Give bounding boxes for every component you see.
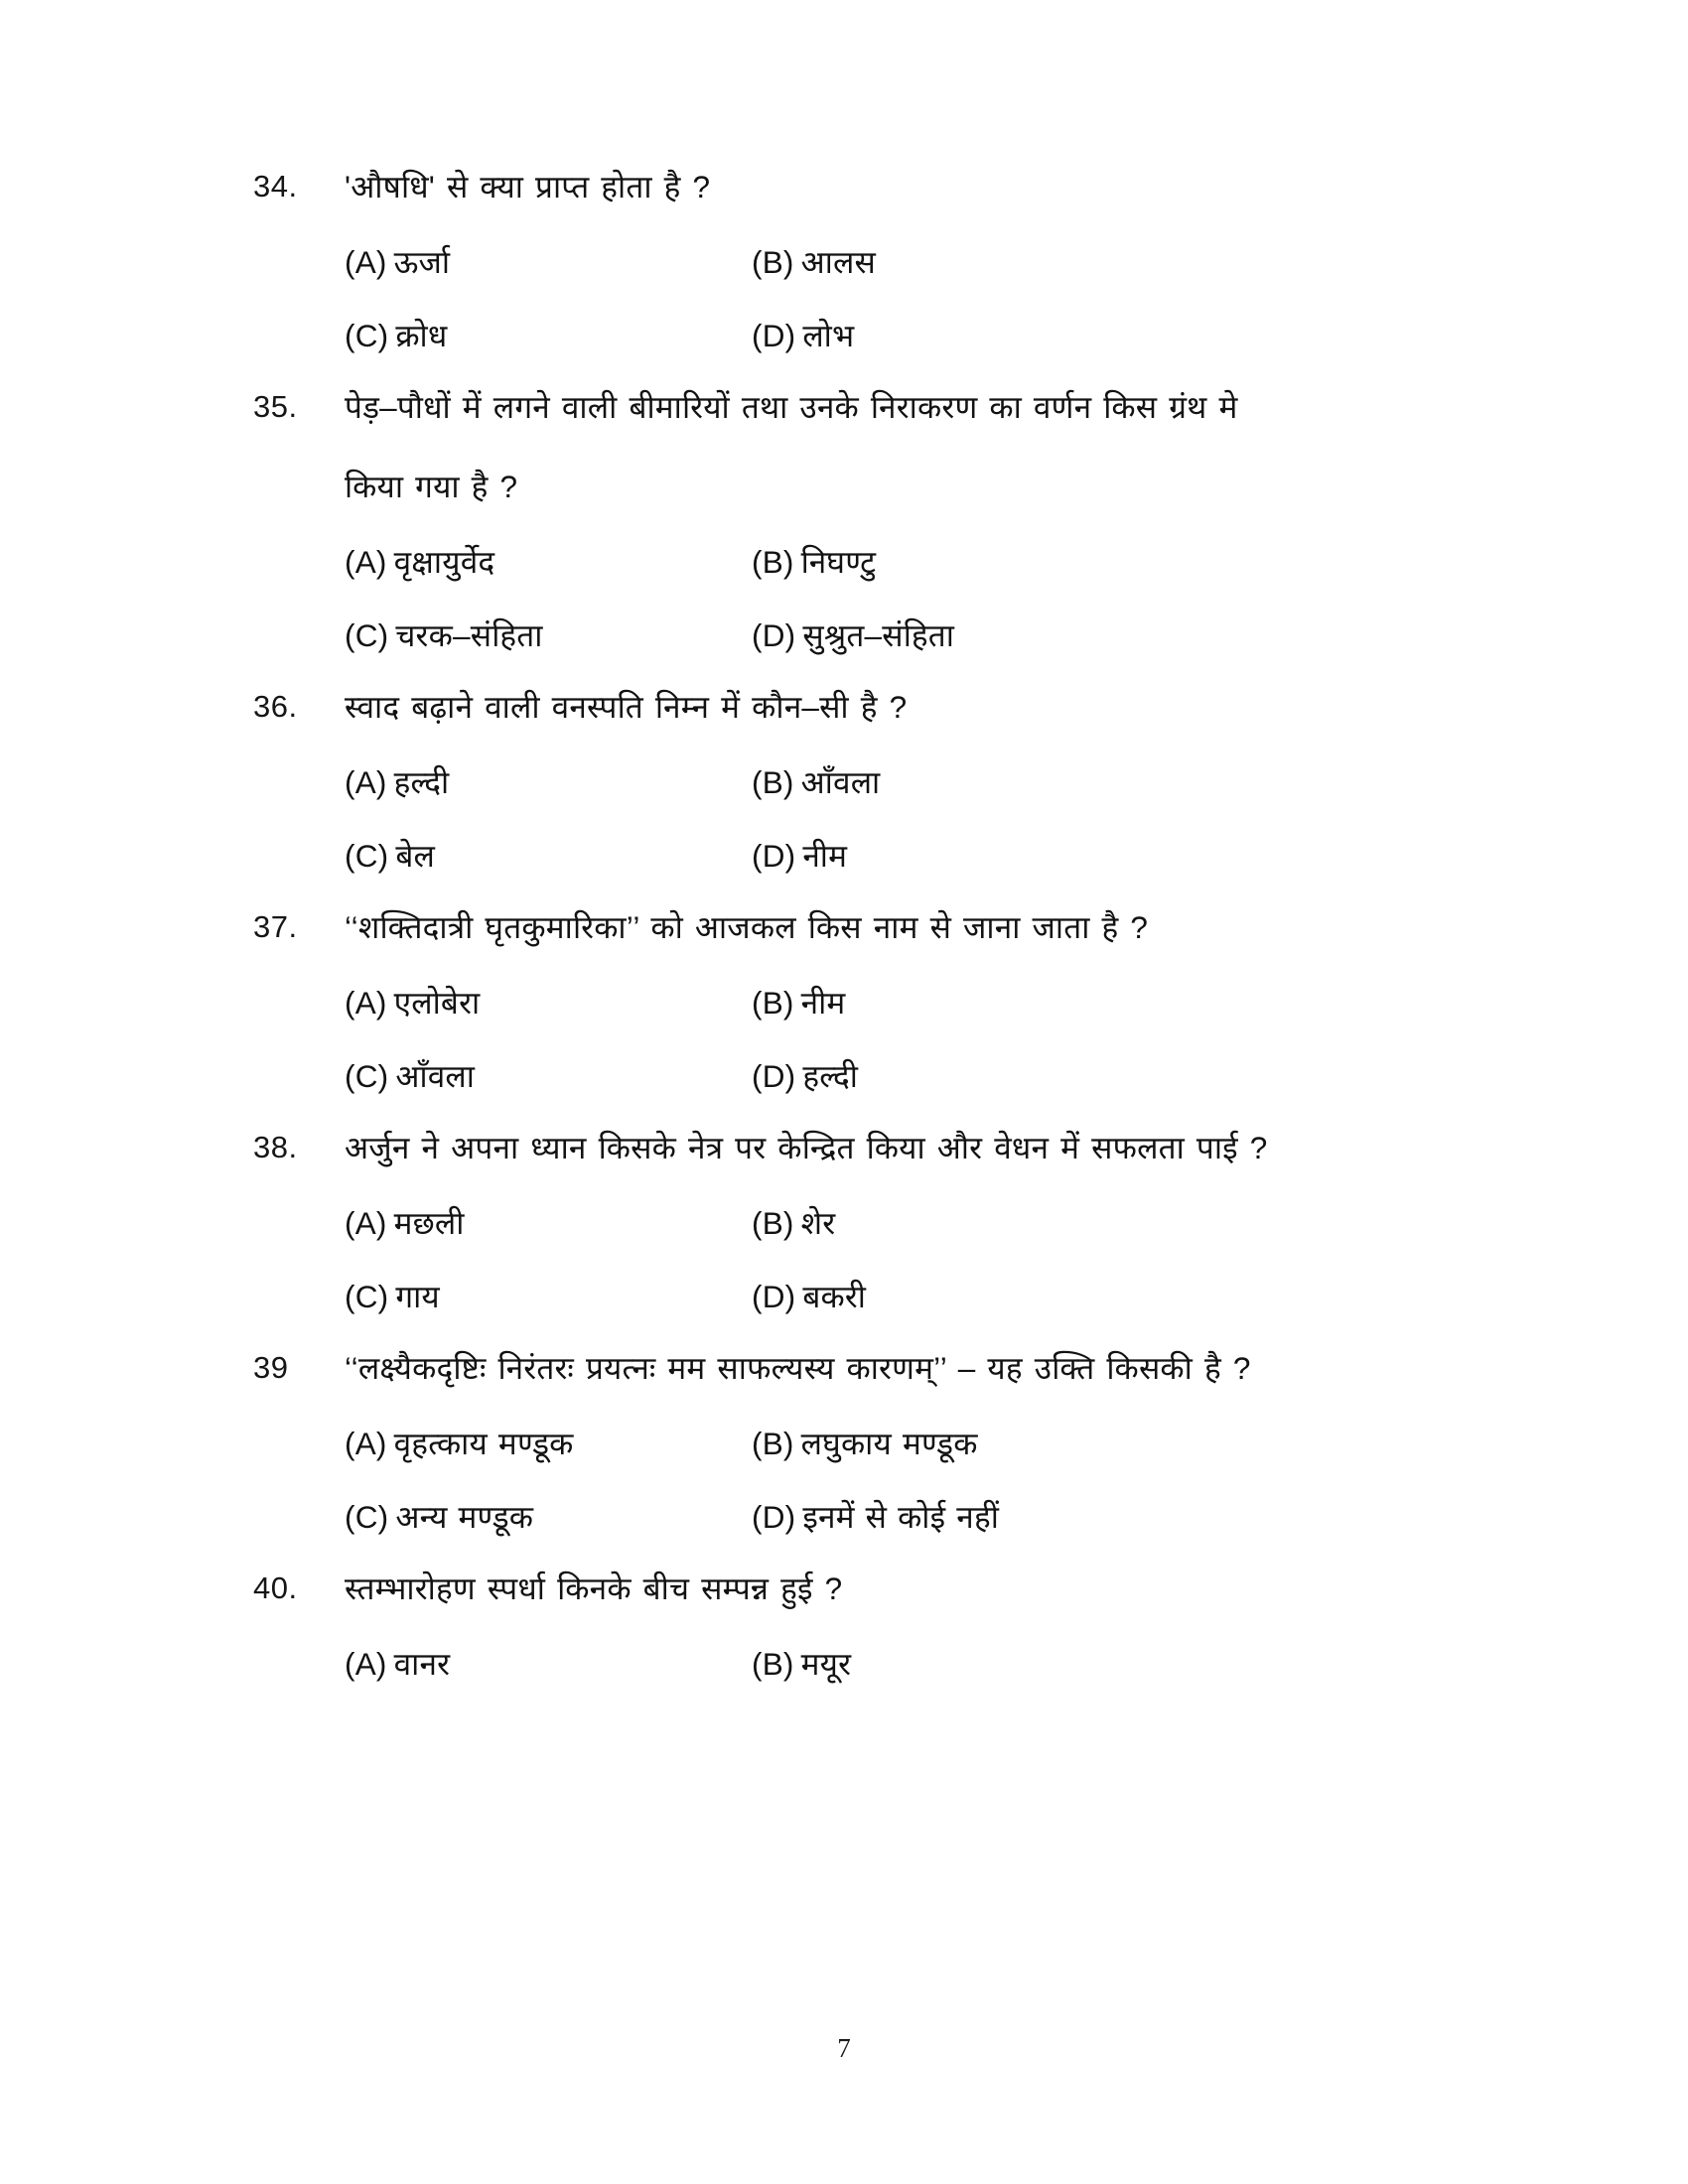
option-d-label: (D)	[752, 617, 796, 653]
option-b[interactable]	[752, 1197, 1484, 1249]
block-spacer	[253, 1543, 1484, 1561]
option-a[interactable]	[345, 1418, 752, 1469]
option-d-text: इनमें से कोई नहीं	[802, 1499, 1000, 1535]
option-b-label: (B)	[752, 544, 794, 580]
option-a-text: हल्दी	[393, 764, 450, 800]
question-item	[253, 379, 1484, 661]
question-text: स्तम्भारोहण स्पर्धा किनके बीच सम्पन्न हुई ?	[345, 1570, 843, 1606]
option-a-text: एलोबेरा	[393, 985, 481, 1021]
option-row	[253, 236, 1484, 288]
question-number: 36.	[253, 689, 298, 724]
option-c[interactable]	[345, 830, 752, 882]
question-text	[345, 379, 1484, 514]
question-number: 37.	[253, 909, 298, 944]
option-row	[253, 1638, 1484, 1690]
option-b[interactable]	[752, 756, 1484, 808]
option-a-text: मछली	[393, 1205, 465, 1241]
option-a-label: (A)	[345, 1646, 387, 1682]
option-b-label: (B)	[752, 244, 794, 280]
question-item	[253, 1340, 1484, 1543]
question-number: 40.	[253, 1570, 298, 1605]
question-text: ‘‘लक्ष्यैकदृष्टिः निरंतरः प्रयत्नः मम साफल्यस्य कारणम्’’ – यह उक्ति किसकी है ?	[345, 1350, 1251, 1386]
option-row	[253, 1418, 1484, 1469]
option-d[interactable]	[752, 610, 1484, 661]
option-b-text: शेर	[800, 1205, 836, 1241]
option-c[interactable]	[345, 310, 752, 361]
option-d[interactable]	[752, 1491, 1484, 1543]
option-c-text: अन्य मण्डूक	[395, 1499, 534, 1535]
option-b-text: लघुकाय मण्डूक	[800, 1426, 978, 1461]
option-c-label: (C)	[345, 1499, 389, 1535]
option-row	[253, 536, 1484, 588]
option-c-label: (C)	[345, 1279, 389, 1314]
option-c-label: (C)	[345, 1058, 389, 1094]
question-text: 'औषधि' से क्या प्राप्त होता है ?	[345, 169, 711, 205]
option-a-label: (A)	[345, 1205, 387, 1241]
option-d-label: (D)	[752, 1279, 796, 1314]
question-heading	[253, 1561, 1484, 1616]
option-c-text: आँवला	[395, 1058, 476, 1094]
option-b-text: आँवला	[800, 764, 881, 800]
option-c[interactable]	[345, 610, 752, 661]
question-list	[253, 159, 1484, 1690]
option-b[interactable]	[752, 236, 1484, 288]
block-spacer	[253, 1102, 1484, 1120]
option-b-text: मयूर	[800, 1646, 852, 1682]
option-row	[253, 1271, 1484, 1322]
option-c[interactable]	[345, 1050, 752, 1102]
question-text-line-1: पेड़–पौधों में लगने वाली बीमारियों तथा उनके निराकरण का वर्णन किस ग्रंथ मे	[345, 389, 1238, 425]
option-a-label: (A)	[345, 1426, 387, 1461]
option-b-label: (B)	[752, 764, 794, 800]
question-heading	[253, 1340, 1484, 1396]
option-a[interactable]	[345, 236, 752, 288]
option-b[interactable]	[752, 536, 1484, 588]
option-a-label: (A)	[345, 544, 387, 580]
question-item	[253, 159, 1484, 361]
page-number: 7	[837, 2033, 851, 2063]
option-b-label: (B)	[752, 1426, 794, 1461]
option-d-text: हल्दी	[802, 1058, 859, 1094]
option-b-label: (B)	[752, 985, 794, 1021]
option-c-text: क्रोध	[395, 318, 448, 353]
option-a-label: (A)	[345, 244, 387, 280]
option-b[interactable]	[752, 1418, 1484, 1469]
option-a-text: वानर	[393, 1646, 451, 1682]
option-c-text: चरक–संहिता	[395, 617, 543, 653]
option-b-label: (B)	[752, 1205, 794, 1241]
option-a[interactable]	[345, 756, 752, 808]
question-number: 38.	[253, 1130, 298, 1164]
block-spacer	[253, 361, 1484, 379]
option-c-text: बेल	[395, 838, 436, 874]
option-b-text: निघण्टु	[800, 544, 877, 580]
option-b[interactable]	[752, 1638, 1484, 1690]
option-d[interactable]	[752, 1271, 1484, 1322]
block-spacer	[253, 882, 1484, 899]
block-spacer	[253, 661, 1484, 679]
question-text-line-2: किया गया है ?	[345, 469, 518, 504]
option-a[interactable]	[345, 1197, 752, 1249]
option-a-text: वृहत्काय मण्डूक	[393, 1426, 574, 1461]
option-c-label: (C)	[345, 318, 389, 353]
option-row	[253, 310, 1484, 361]
option-d[interactable]	[752, 830, 1484, 882]
question-heading	[253, 679, 1484, 735]
option-row	[253, 610, 1484, 661]
option-b-text: नीम	[800, 985, 846, 1021]
option-c[interactable]	[345, 1271, 752, 1322]
question-text: स्वाद बढ़ाने वाली वनस्पति निम्न में कौन–सी है ?	[345, 689, 908, 725]
option-b-label: (B)	[752, 1646, 794, 1682]
option-a-label: (A)	[345, 764, 387, 800]
question-item	[253, 1120, 1484, 1322]
question-item	[253, 679, 1484, 882]
option-row	[253, 1050, 1484, 1102]
question-heading	[253, 1120, 1484, 1175]
question-number: 34.	[253, 169, 298, 204]
question-number: 39	[253, 1350, 289, 1385]
question-heading	[253, 899, 1484, 955]
option-d-label: (D)	[752, 1499, 796, 1535]
option-d-text: बकरी	[802, 1279, 867, 1314]
option-row	[253, 977, 1484, 1028]
option-c-text: गाय	[395, 1279, 440, 1314]
question-text: ‘‘शक्तिदात्री घृतकुमारिका’’ को आजकल किस नाम से जाना जाता है ?	[345, 909, 1149, 945]
option-row	[253, 830, 1484, 882]
option-d-label: (D)	[752, 318, 796, 353]
option-a[interactable]	[345, 1638, 752, 1690]
question-heading	[253, 159, 1484, 214]
option-row	[253, 1491, 1484, 1543]
question-item	[253, 1561, 1484, 1690]
option-a[interactable]	[345, 977, 752, 1028]
option-row	[253, 756, 1484, 808]
block-spacer	[253, 1322, 1484, 1340]
option-c-label: (C)	[345, 838, 389, 874]
option-d-text: नीम	[802, 838, 848, 874]
question-heading	[253, 379, 1484, 514]
option-d-label: (D)	[752, 1058, 796, 1094]
option-row	[253, 1197, 1484, 1249]
option-d[interactable]	[752, 310, 1484, 361]
option-c-label: (C)	[345, 617, 389, 653]
option-d-text: सुश्रुत–संहिता	[802, 617, 955, 653]
option-b[interactable]	[752, 977, 1484, 1028]
question-number: 35.	[253, 389, 298, 424]
option-d-label: (D)	[752, 838, 796, 874]
question-item	[253, 899, 1484, 1102]
option-c[interactable]	[345, 1491, 752, 1543]
option-a[interactable]	[345, 536, 752, 588]
option-a-text: वृक्षायुर्वेद	[393, 544, 495, 580]
option-d[interactable]	[752, 1050, 1484, 1102]
option-d-text: लोभ	[802, 318, 855, 353]
option-a-label: (A)	[345, 985, 387, 1021]
option-a-text: ऊर्जा	[393, 244, 451, 280]
option-b-text: आलस	[800, 244, 877, 280]
question-text: अर्जुन ने अपना ध्यान किसके नेत्र पर केन्द्रित किया और वेधन में सफलता पाई ?	[345, 1130, 1268, 1165]
